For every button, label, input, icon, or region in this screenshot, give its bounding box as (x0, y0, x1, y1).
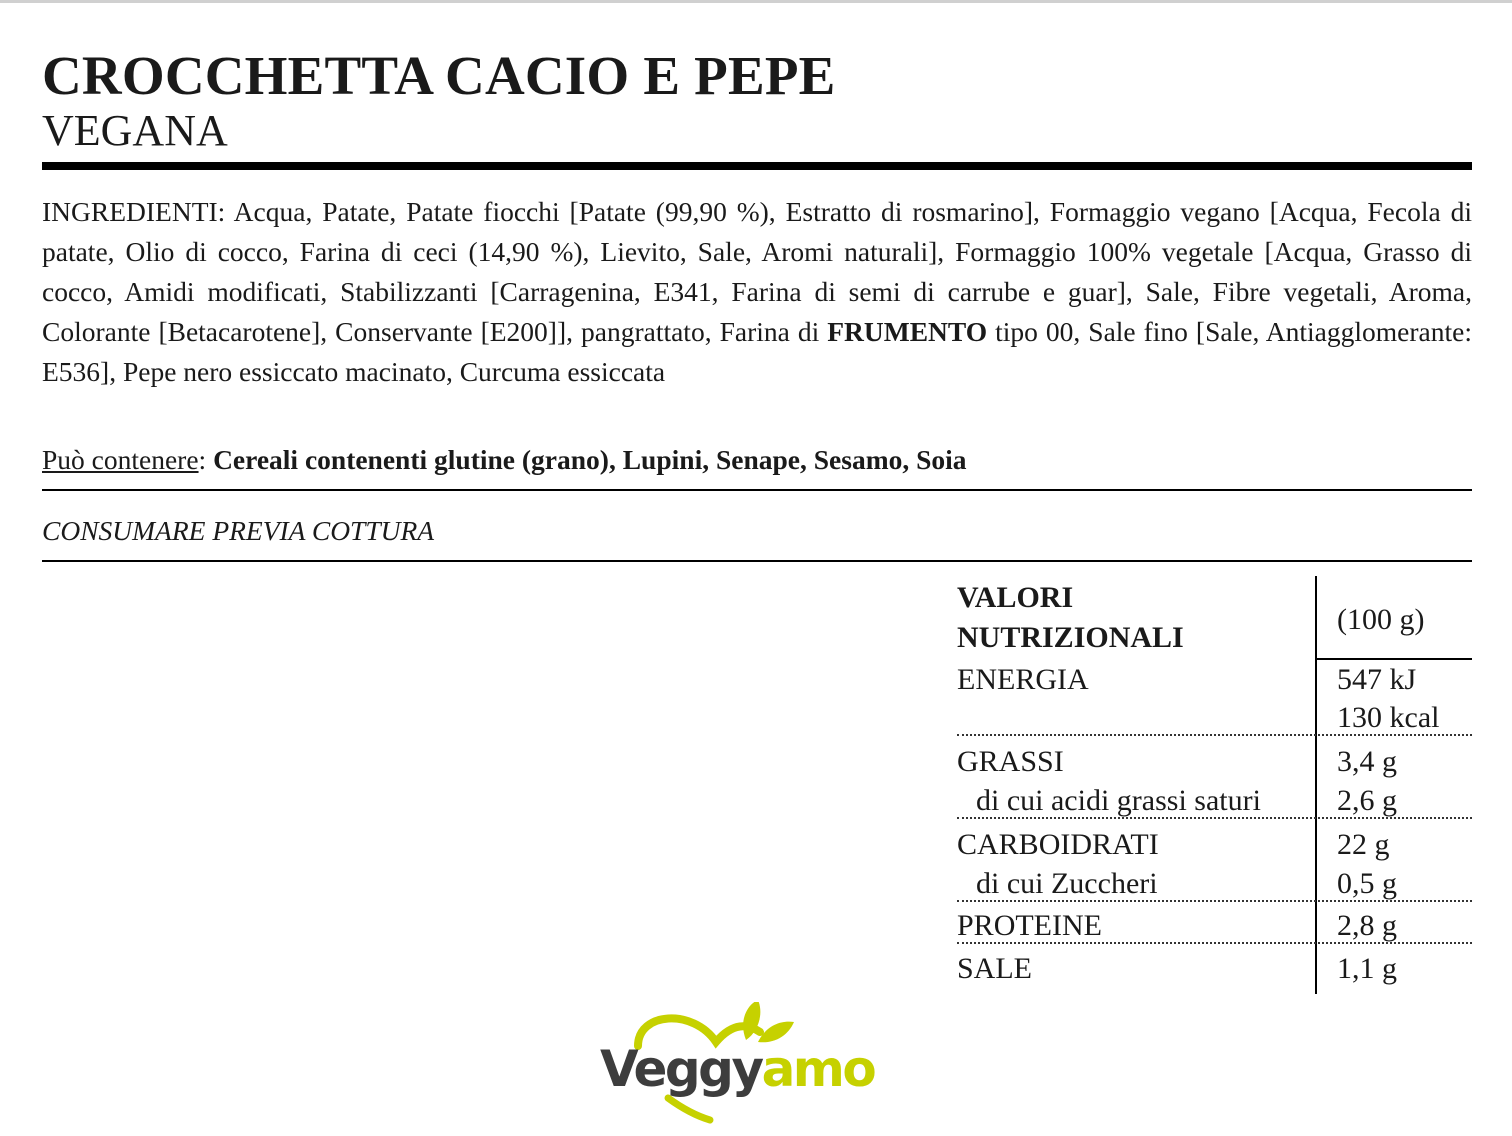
table-column-divider (1315, 576, 1317, 994)
row-value-energy-kj: 547 kJ (1337, 663, 1417, 696)
row-value-energy-kcal: 130 kcal (1337, 701, 1440, 734)
nutrition-table (957, 576, 1472, 994)
nutrition-header (957, 578, 1184, 658)
brand-wordmark (600, 1040, 874, 1098)
divider (42, 489, 1472, 491)
row-value-salt: 1,1 g (1337, 952, 1397, 985)
brand-logo (598, 1002, 888, 1134)
ingredients-part-2: tipo 00, Sale fino [Sale, Antiagglomerante: E536], Pepe nero essiccato macinato, Curcuma essiccata (42, 316, 1472, 387)
product-subtitle: VEGANA (42, 106, 228, 155)
nutrition-header-line-2: NUTRIZIONALI (957, 621, 1184, 654)
row-label-fat: GRASSI (957, 745, 1064, 778)
row-value-carbs: 22 g (1337, 828, 1390, 861)
row-label-carbs: CARBOIDRATI (957, 828, 1159, 861)
row-label-saturated-fat: di cui acidi grassi saturi (976, 784, 1261, 817)
row-value-saturated-fat: 2,6 g (1337, 784, 1397, 817)
row-value-protein: 2,8 g (1337, 909, 1397, 942)
may-contain (42, 440, 1472, 480)
divider (42, 560, 1472, 562)
row-value-sugars: 0,5 g (1337, 867, 1397, 900)
row-separator (957, 942, 1472, 944)
nutrition-header-line-1: VALORI (957, 581, 1074, 614)
row-label-salt: SALE (957, 952, 1032, 985)
row-value-fat: 3,4 g (1337, 745, 1397, 778)
may-contain-label: Può contenere (42, 444, 199, 475)
ingredients-part-1: INGREDIENTI: Acqua, Patate, Patate fiocchi [Patate (99,90 %), Estratto di rosmarino], Formaggio vegano [Acqua, Fecola di patate, Olio di cocco, Farina di ceci (14,90 %), Lievito, Sale, Aromi naturali], Formaggio 100% vegetale [Acqua, Grasso di cocco, Amidi modificati, Stabilizzanti [Carragenina, E341, Farina di semi di carrube e guar], Sale, Fibre vegetali, Aroma, Colorante [Betacarotene], Conservante [E200]], pangrattato, Farina di (42, 196, 1472, 347)
top-border (0, 0, 1512, 3)
may-contain-items: Cereali contenenti glutine (grano), Lupini, Senape, Sesamo, Soia (213, 444, 967, 475)
cooking-note: CONSUMARE PREVIA COTTURA (42, 515, 435, 546)
row-label-energy: ENERGIA (957, 663, 1089, 696)
row-separator (957, 734, 1472, 736)
may-contain-colon: : (198, 444, 214, 475)
ingredients-text (42, 192, 1472, 392)
brand-wordmark-part-2: amo (761, 1040, 875, 1098)
allergen-highlight: FRUMENTO (827, 316, 988, 347)
row-separator (957, 817, 1472, 819)
row-separator (957, 900, 1472, 902)
row-label-sugars: di cui Zuccheri (976, 867, 1158, 900)
product-title: CROCCHETTA CACIO E PEPE (42, 45, 836, 106)
brand-wordmark-part-1: Veggy (600, 1040, 762, 1098)
nutrition-unit: (100 g) (1337, 603, 1425, 636)
title-divider (42, 162, 1472, 170)
row-label-protein: PROTEINE (957, 909, 1102, 942)
